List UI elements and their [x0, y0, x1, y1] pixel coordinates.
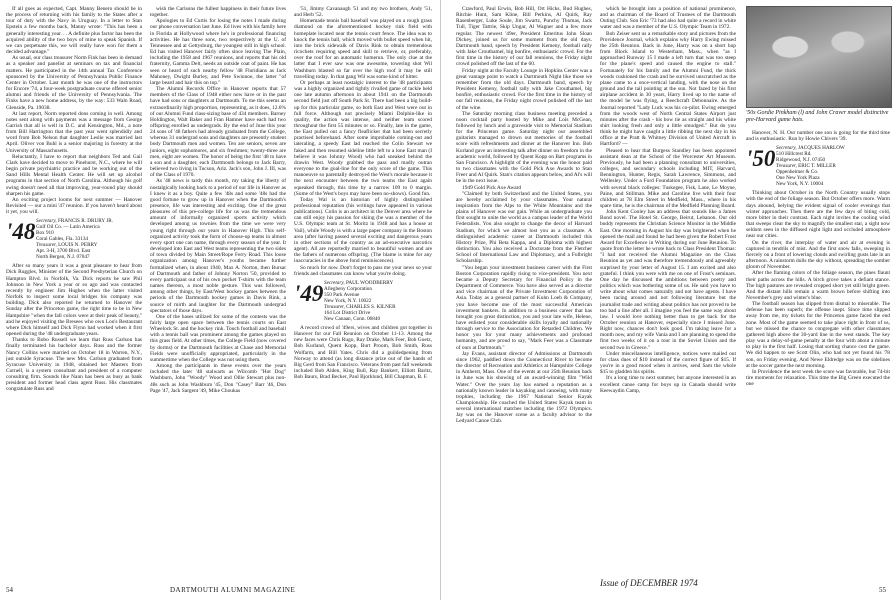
paragraph: A record crowd of '49ers, wives and children got together in Hanover for our Fall Reunion on October 11-13. Among the new faces were Chris Rugo, Ray Drake, Mark Feer, Bob Goetz, Bob Kurland, Quent Kopp, Burt Proom, Bob Smith, Russ Wolfarm, and Bill Yates. Chris did a guildedpening from Norway to attend (as long distance prize out of the hands of Big Gerd from San Francisco. Veterans from past fall weekends included Bob Alden, King Bull, Ray Bankert, Elliott Baritz, Bob Baurs, Brad Becker, Paul Bjorklund, Bill Chapman, B. F.: [294, 324, 432, 381]
paragraph: "You began your investment business career with the First Boston Corporation rapidly rising to vice-president. You next became a Deputy Secretary for Financial Policy in the Department of Commerce. You have also served as a director and vice chairman of the Private Investment Corporation of Asia. Today as a general partner of Kuhn Loeb & Company, you have become one of the most successful American investment bankers. In addition to a business career that has brought you great distinction, you and your late wife, Helene, have enlisted your considerable skills loyally and nationally through service to the Association for Retarded Children. We honor you for your many achievements and profound humanity, and are proud to say, "Mark Feer was a Classmate of ours at Dartmouth.": [456, 264, 592, 351]
paragraph: Apologies to Ed Curtis for losing the notes I made during our phone conversation last June. Ed lives with his family here in Florida at Hollywood where he's in professional financing activities. He has three sons, two respectively at the U. of Tennessee and at Gettysburg, the youngest still in high school. Ed has visited Hanover fairly often since leaving The Plain, including the 1958 and 1967 reunions, and reports that his old fraternity, Gamma Delt, needs an outside coat of paint. He has seen or heard of such nearby fellow '48 Floridians as Jack Mahoney, Dwight Burley, and Pete Swinnoe, the latter "of large beard and hair this on top.": [150, 18, 286, 86]
class-number: '49: [294, 280, 324, 306]
paragraph: So much for now. Don't forget to pass me your news so your friends and classmates can know what you're doing.: [294, 264, 432, 277]
paragraph: Bob Zeiser sent us a remarkable story and pictures from the Providence Journal, which explains why Harry Ewing missed the 25th Reunion. Back in June, Harry was on a short hop from Block Island to Westerham, Mass., when "as I approached Runway 15 I made a left turn that was too steep for the plane's speed and caused the engine to stall." Fortunately for his family and the Alumni Fund, the thick woods cushioned the crash and he survived unscratched as the plane came to a once-vertical landing, with the nose on the ground and the tail pointing at the sun. Not fazed by his first airplane accident in 30 years, Harry lived up to the name of the model he was flying, a Beechcraft Debonnaire. As the Journal reported "Lady Luck was his co-pilot. Ewing emerged from the woods west of North Central States Airport just minutes after the crash - his bow tie as straight and his white shirt looking fresh and only a little smudged." But do you think he might have caught a little ribbing the next day in his office at the Pratt & Whitney Division of United Aircraft in Hartford? —: [600, 30, 736, 148]
class-number: '48: [6, 219, 36, 245]
paragraph: An exciting project looms for next summer — Hanover Revisited — our a mini '47 reunion. If you haven't heard about it yet, you will.: [6, 196, 142, 216]
left-page: [0, 0, 441, 600]
paragraph: The Alumni Records Office in Hanover reports that 57 members of the Class of 1948 either now have or in the past have had sons or daughters at Dartmouth. To me this seems an extraordinarily high proportion, representing, as it does, 12.6% of our Alumni Fund class-sizing base of 434 members. Barney Holdington, Walt Baker and Fran Hamner have each had two offspring enrolled as undergrads. By the end of June this year 24 sons of '48 fathers had already graduated from the College, whereas 31 undergrad sons and daughters are presently student body Dartmouth men and women. Ten are seniors, seven are juniors, eight sophomores, and six freshmen; twenty-three are men, eight are women. The honor of being the first '48 to have a son and a daughter, each Dartmouth belongs to Jack Barry, believed two living in Tucson, Ariz. Jack's son, John J. III, was of the Class of 1970.: [150, 86, 286, 179]
paragraph: Hanover, N. H. Our number one son is going for the third time and is enthusiastic. Run by Howie Chivers '39.: [746, 130, 890, 143]
issue-date: Issue of DECEMBER 1974: [600, 578, 698, 588]
class-50-notes: [746, 190, 890, 387]
paragraph: One of the bases utilized for some of the contests was the fairly large open space between the tennis courts on East Wheelock St. and the hockey rink. Touch football and baseball with a tennis ball was prominent among the games played on this grass field. At other times, the College Field (now covered by dorms) or the Dartmouth facilities at Chase and Memorial Fields were unofficially appropriated, particularly in the summertime when the College was not using them.: [150, 313, 286, 363]
left-column-2: [150, 6, 286, 586]
paragraph: On the river, the interplay of water and air at evening is captured in tendrils of mist. And the first snow falls, sweeping in fiercely on a front of lowering clouds and swirling gusts late in an afternoon. A rainstorm dulls the sky without, spreading the somber gloom of November.: [746, 239, 890, 271]
class-49-notes-final: [746, 130, 890, 142]
paragraph: After the flaming colors of the foliage season, the pines flaunt their paths across the hills. A birch grove takes a defiant stance. The high pastures are revealed cropped short yet still bright green. And the distant hills remain a warm brown before shifting into November's grey and winter's blue.: [746, 270, 890, 301]
class-49-header: [294, 280, 432, 322]
class-48-header: [6, 218, 142, 260]
paragraph: As usual, our class treasurer Norm Fink has been in demand as a speaker and panelist at seminars on tax and financial matters. He participated in the 14th annual Tax Conference sponsored by the University of Pennsylvania Public Finance Center in October. Last month he was one of the instructors for Encore '74, a four-week postgraduate course offered senior alumni and friends of the University of Pennsylvania. The Finks have a new home address, by the way: 533 Waln Road, Glenside, Pa. 19038.: [6, 55, 142, 111]
right-column-1: [456, 6, 592, 586]
left-column-3: [294, 6, 432, 586]
paragraph: Thanks to Bobo Russell we learn that Russ Carlson has finally terminated his bachelor days. Russ and the former Nancy Collins were married on October 18 in Warren, N.Y., just outside Syracuse. The new Mrs. Carlson graduated from Syracuse University in 1948, obtained her Masters from Cornell, is a system consultant and president of a computer consulting firm. Sounds like Nann has been as busy as bank president and former head class agent Russ. His classmates congratulate Russ and: [6, 337, 142, 393]
class-50-header: [746, 145, 890, 187]
paragraph: '51, Jimmy Cavanaugh '51 and my two brothers, Andy '51, and Herb '52.: [294, 6, 432, 19]
page-number-left: 54: [6, 586, 13, 594]
paragraph: If all goes as expected, Capt. Manny Benero should be in the process of returning with his family to the States after a tour of duty with the Navy in Uruguay. In a letter to Stan Epstein a few months back, Manny wrote: "This has been a generally interesting year. . . A definite plus factor has been the acquired ability of the two boys of mine to speak Spanish. If we can perpetuate this, we will really have won for them a decided advantage.": [6, 6, 142, 56]
class-photo: [746, 6, 892, 108]
class-48-notes-end: [294, 6, 432, 277]
paragraph: After so many years it was a great pleasure to hear from Dick Ruggles, Minister of the Second Presbyterian Church on Hampton Blvd. in Norfolk, Va. Dick reports he saw Phil Johnson in New York a year or so ago and was contacted recently by engineer Jim Hughes when the latter visited Norfolk to inspect some local bridges his company was building. Dick also reported he returned to Hanover the Sunday after the Princeton game, the right time to be in New Hampshire "when the fall colors were at their peak of beauty," and he enjoyed visiting the Bresees who own Lou's Restaurant where Dick himself and Dick Flynn had worked when it first opened during the '48 undergraduate years.: [6, 263, 142, 338]
right-column-2: [600, 6, 736, 586]
paragraph: In Providence the next week the score was favorable, but 74-bit tire moments for relaxation. This time the Big Green executed the one: [746, 368, 890, 388]
class-49-notes-continued: [456, 6, 592, 425]
page-number-right: 55: [879, 586, 886, 594]
class-officers: Secretary, PAUL WOODBERRY Allegheny Corporation 350 Park Avenue New York, N.Y. 10022 Treasurer, CHARLES S. KILNER 164 Lot District Drive New Canaan, Conn. 06840: [324, 279, 396, 322]
paragraph: As '48 news is tardy this month, my taking the liberty of nostalgically looking back to a period of our life in Hanover as I knew it as a boy. Quite a few '48s and some '48s had the good fortune to grow up in Hanover when the Dartmouth's presence, life was interesting and exciting. One of the great pleasures of this pre-college life for us was the tremendous amount of informally organized sports activity which developed among us townies from the time we were very young right through our years in Hanover High. This self-organized activity took the form of choose-up teams in almost every sport one can name, through every season of the year. It developed into East and West teams representing the two sides of town divided by Main Street/Rope Ferry Road. This loose organization among Hanover's youths became further formalized when, in about 1940, Max A. Norton, then Bursar of Dartmouth and father of Johnny Norton '50, provided to every participant out of his own pocket T-shirts with the team names thereon, a most noble gesture. This was followed, among other things, by East/West hockey games between the periods of the Dartmouth hockey games in Davis Rink, a source of mirth and laughter for the Dartmouth undergrad spectators of those days.: [150, 178, 286, 314]
paragraph: John Kent Cooley has an address that sounds like a James Bond novel. The Hotel St. George, Beirut, Lebanon. Our old buddy represents the Christian Science Monitor in the Middle East. One morning in August his day was brightened when he opened the mail and found he had been given the Robert Frost Award for Excellence in Writing during our June Reunion. To quote from the letter he wrote back to Class President Thomas: "I had not received the Alumni Magazine on the Class Reunion as yet and was therefore tremendously and agreeably surprised by your letter of August 15. I am excited and also grateful. I think you were with me on one of Frost's seminars. One day he discussed the ambitions between poetry and politics which was bothering some of us. He said you have to write about what comes naturally and not have agents. I have been racing around and not following literature but the journalist trade and writing about politics has not proved to be too bad a line after all. I imagine you feel the same way about law. I would love nothing better than to get back for the October reunion at Hanover, especially since I missed June. Right now, chances don't look good. I'm taking leave for a month now, and my wife Vania and I are planning to spend the first two weeks of it on a tour in the Soviet Union and the second two in Greece.": [600, 209, 736, 351]
paragraph: Among the participants in these events over the years included the later '48 stalwarts as Wilcomb "Hot Dog" Washburn, John "Woody" Wood and Ollie Stewart plus non-48s such as John Washburn '45, Don "Casey" Barr '46, Don Page '47, Jack Sargent '49, Mike Choukas: [150, 363, 286, 394]
paragraph: 1949 Gold Pick Axe Award: [462, 184, 522, 191]
paragraph: Reluctantly, I have to report that neighbors Ted and Gail Clark have decided to move to Pinehurst, N.C., where he will begin private psychiatric practice and be working out of the Sand Hills Mental Health Center. He will set up alcohol programs in that section of North Carolina. Although his golf swing doesn't need all that improving, year-round play should sharpen his game.: [6, 153, 142, 197]
paragraph: Today Wal is an historian of highly distinguished professional reputation (his writings have appeared in various publications). Colin is an architect in the Denver area where he can still enjoy his passion for skiing (he was a member of the U.S. Olympic team at St. Moritz in 1948 and has a house at Vail), while Woody is with a large paper company in the Boston area (after having passed several exciting and dangerous years in other sections of the country as an ad-executive narcotics agent). All are reportedly married to beautiful women and are the fathers of numerous offspring. (The blame is mine for any inaccuracies in the above fond reminiscences).: [294, 196, 432, 265]
paragraph: Or perhaps at least nostalgic interest to the '48 participants was a highly organized and tightly rivalled game of tackle held one late autumn afternoon in about 1941 on the Dartmouth second field just off South Park St. There had been a big build-up for this particular game, so both East and West were out in full force. Although not precisely Miami Dolphin-like in quality, the action was intense, and neither team scored throughout the first 55 minutes or so. Finally, late in the game, the East pulled out a fancy fleaflicker that had been secretly practised beforehand. After some improbable coming-out and lateraling, a speedy East lad reached the Colin Stewart we faked and then resumed sideline little left to a lone East man (I believe it was Johnny Wood) who had sneaked behind the drawin West. Woody grabbed the pass and madly outran everyone to the goal-line for the only score of the game. This manoeuvre so parentally destroyed the West's morale because it the next encounter between the two teams the East again squeaked through, this time by a narrow 109 to 0 margin. (Some of the West's boys may have been no-shows). Good fun.: [294, 79, 432, 197]
paragraph: The football season has slipped from dismal to miserable. The defense has been superb; the offense inept. Since time slipped away from me, my tickets for the Princeton game faced the end zone. Most of the game seemed to take place right in front of us, but we missed the chance to congregate with other classmates gathered high above the 30-yard line in the west stands. The key play was a delay-of-game penalty at the four with about a minute to play in the first half. Losing that sorting chance cost the game. We did happen to see Scott Olin, who had not yet found his '78 son, on Friday evening. And Newe Eldredge was on the sidelines at the soccer game the next morning.: [746, 301, 890, 369]
paragraph: It's a long time to next summer, but anyone interested in an excellent canoe camp for boys up in Canada should write Keewaydin Camp,: [600, 375, 736, 394]
paragraph: "Claimed by both Switzerland and the United States, you are hereby acclaimed by your classmates. Your natural inspiration from the Alps to the White Mountains and the plains of Hanover was our gain. While an undergraduate you first sought to unite the world as a campus leader of the World Federalists. You also sought to change the decor of Harvard Stadium, for which we almost lost you as a classmate. A distinguished academic career at Dartmouth included this History Prize, Phi Beta Kappa, and a Diploma with highest distinction. You also received a Doctorate from the Fletcher School of International Law and Diplomacy, and a Fulbright Scholarship.: [456, 190, 592, 265]
class-officers: Secretary, JACQUES HARLOW 510 Hillcrest Rd. Ridgewood, N.J. 07450 Treasurer, ERIC T. MILLER Oppenheimer & Co. One New York Plaza New York, N.Y. 10004: [776, 145, 845, 188]
class-officers: Secretary, FRANCIS R. DRURY JR. Gulf Oil Co. — Latin America Box 910 Coral Gables, Fla. 33134 Treasurer, LOUIS N. PERRY Apt. 3-H, 3700 Blvd. East North Bergen, N.J. 07047: [36, 218, 114, 261]
photo-caption: '50s Gordie Pinkham (l) and John Craver model distinctive pre-Harvard game hats.: [746, 110, 889, 123]
class-48-notes: [6, 263, 142, 392]
paragraph: Thinking about October in the North Country usually stops with the end of the foliage season. But October offers more. Warm days abound, belying the evident signal of cooler evenings that winter approaches. Then there are the few days of biting cold, more bitter in their contrast. Each night invites the cooling wind that sweeps clear the sky to magnify the smallest star, a sight now seldom seen in the diffused night light and occluded atmosphere near our cities.: [746, 190, 890, 240]
right-column-3: [746, 130, 890, 586]
class-47-notes: [6, 6, 142, 215]
class-48-notes-continued: [150, 6, 286, 394]
class-number: '50: [746, 146, 776, 172]
paragraph: Homemade tennis ball baseball was played on a rough grass diamond on the aforementioned hockey rink field with homeplate located near the tennis court fence. The idea was to knock the tennis ball, which moved with bullet speed when hit, into the brick sidewalk of Davis Rink to obtain tremendous ricochets requiring speed and skill to retrieve, or, preferably, over the roof for an automatic homerun. The only clue at the latter that I ever saw was one awesome, towering shot Wil Washburn blasted so far over the high roof it may be still travelling today. In that gang Wil was some kind of hitter.: [294, 18, 432, 80]
photo-image: [747, 7, 891, 107]
class-49-notes: [294, 325, 432, 380]
left-column-1: [6, 6, 142, 586]
magazine-footer: DARTMOUTH ALUMNI MAGAZINE: [170, 586, 296, 594]
right-page: [452, 0, 896, 600]
paragraph: which he brought into a position of national prominence, and as chairman of the Board of Trustees of the Dartmouth Outing Club. Son Eric '73 had also had quite a record in white water and was a member of the U.S. Olympic Team in 1972.: [600, 6, 736, 31]
paragraph: Friday night at the Faculty Lounge in Hopkins Center was a great vantage point to watch a Dartmouth Night like those we remember from the old days. Dartmouth band, speech by President Kemeny, football rally with Jake Crouthamel, big bonfire, enthusiastic crowd. For the first time in the history of our fall reunions, the Friday night crowd polished off the last of the wine.: [456, 67, 592, 111]
paragraph: The Saturday morning class business meeting preceded a noon cocktail party hosted by Mike and Lois McGean, followed by lunch and a graveside visit to Memorial Stadium for the Princeton game. Saturday night our assembled guitarists managed to drown out memories of the football score with refreshments and dinner at the Hanover Inn. Bob Kurland gave an interesting talk after dinner on freedom in the academic world, followed by Quent Kopp on Bart programs in San Francisco. A highlight of the evening was the honor paid to two classmates with the Gold Pick Axe Awards to Stan Freer and Al Quirk. Stan's citation appears below, and Al's will be in the next issue.: [456, 110, 592, 185]
paragraph: Crawford, Paul Erwin, Bob Hill, Ort Hicks, Bud Hughes, Ritchie Hunt, Sam Kline, Bill Perkins, Al Quirk, Ray Rasenberger, Luke Soule, Jim Swartz, Punchy Thomas, Jack Tull, Tiger Tattrie, Skip Ungar, Al Wagner and a few more regular. The newest '49er, President Emeritus John Sloan Dickey, joined us for some moment from the old days. Dartmouth band, speech by President Kemeny, football rally with Jake Crouthamel, big bonfire, enthusiastic crowd. For the first time in the history of our fall reunions, the Friday night crowd polished off the last of the 60.: [456, 6, 592, 68]
class-49-notes-end: [600, 6, 736, 394]
paragraph: Jay Evans, assistant director of Admissions at Dartmouth since 1962, paddled down the Connecticut River to become the director of Recreation and Athletics at Hampshire College in Amherst, Mass. One of the events at our 25th Reunion back in June was his showing of an award-winning film "Wild Water." Over the years Jay has earned a reputation as a nationally known leader in kayaking and canoeing, with many trophies, including the 1967 National Senior Kayak Championship. He coached the United States Kayak team in several international matches including the 1972 Olympics. Jay was on the Hanover scene as a faculty advisor to the Ledyard Canoe Club.: [456, 350, 592, 425]
paragraph: At last report, Norm reported dons coming in well. Among notes sent along with payments was a message from George Garrish that all is well in D.C. and Kensington, Md., a note from Bill Harrington that the past year went splendidly and word from Bob Nelson that daughter Leslie was married last April. Oliver von Buhl is a senior majoring in forestry at the University of Massachusetts.: [6, 110, 142, 154]
paragraph: wish the Carlsons the fullest happiness in their future lives together.: [150, 6, 286, 19]
paragraph: Pleased to hear that Burgess Standley has been appointed assistant dean at the School of the Worcester Art Museum. Previously, he had been a planning consultant to universities, colleges, and secondary schools including MIT, Harvard, Bennington, Hunter, Regis, Sarah Lawrence, Simmons, and Wellesley. Under a Ford Foundation program he also worked with several black colleges: Tuskegee, Fisk, Lane, Le Moyne, Paine, and Stillman. Mike and Caroline live with their four children at 78 Elm Street in Medfield, Mass., where in his spare time, he is the chairman of the Medfield Planning Board.: [600, 147, 736, 209]
paragraph: Under miscellaneous intelligence, notices were mailed out for class dues of $10 instead of the correct figure of $15. If you're in a good mood when it arrives, send Sam the whole $15 to gladden his spirits.: [600, 350, 736, 376]
